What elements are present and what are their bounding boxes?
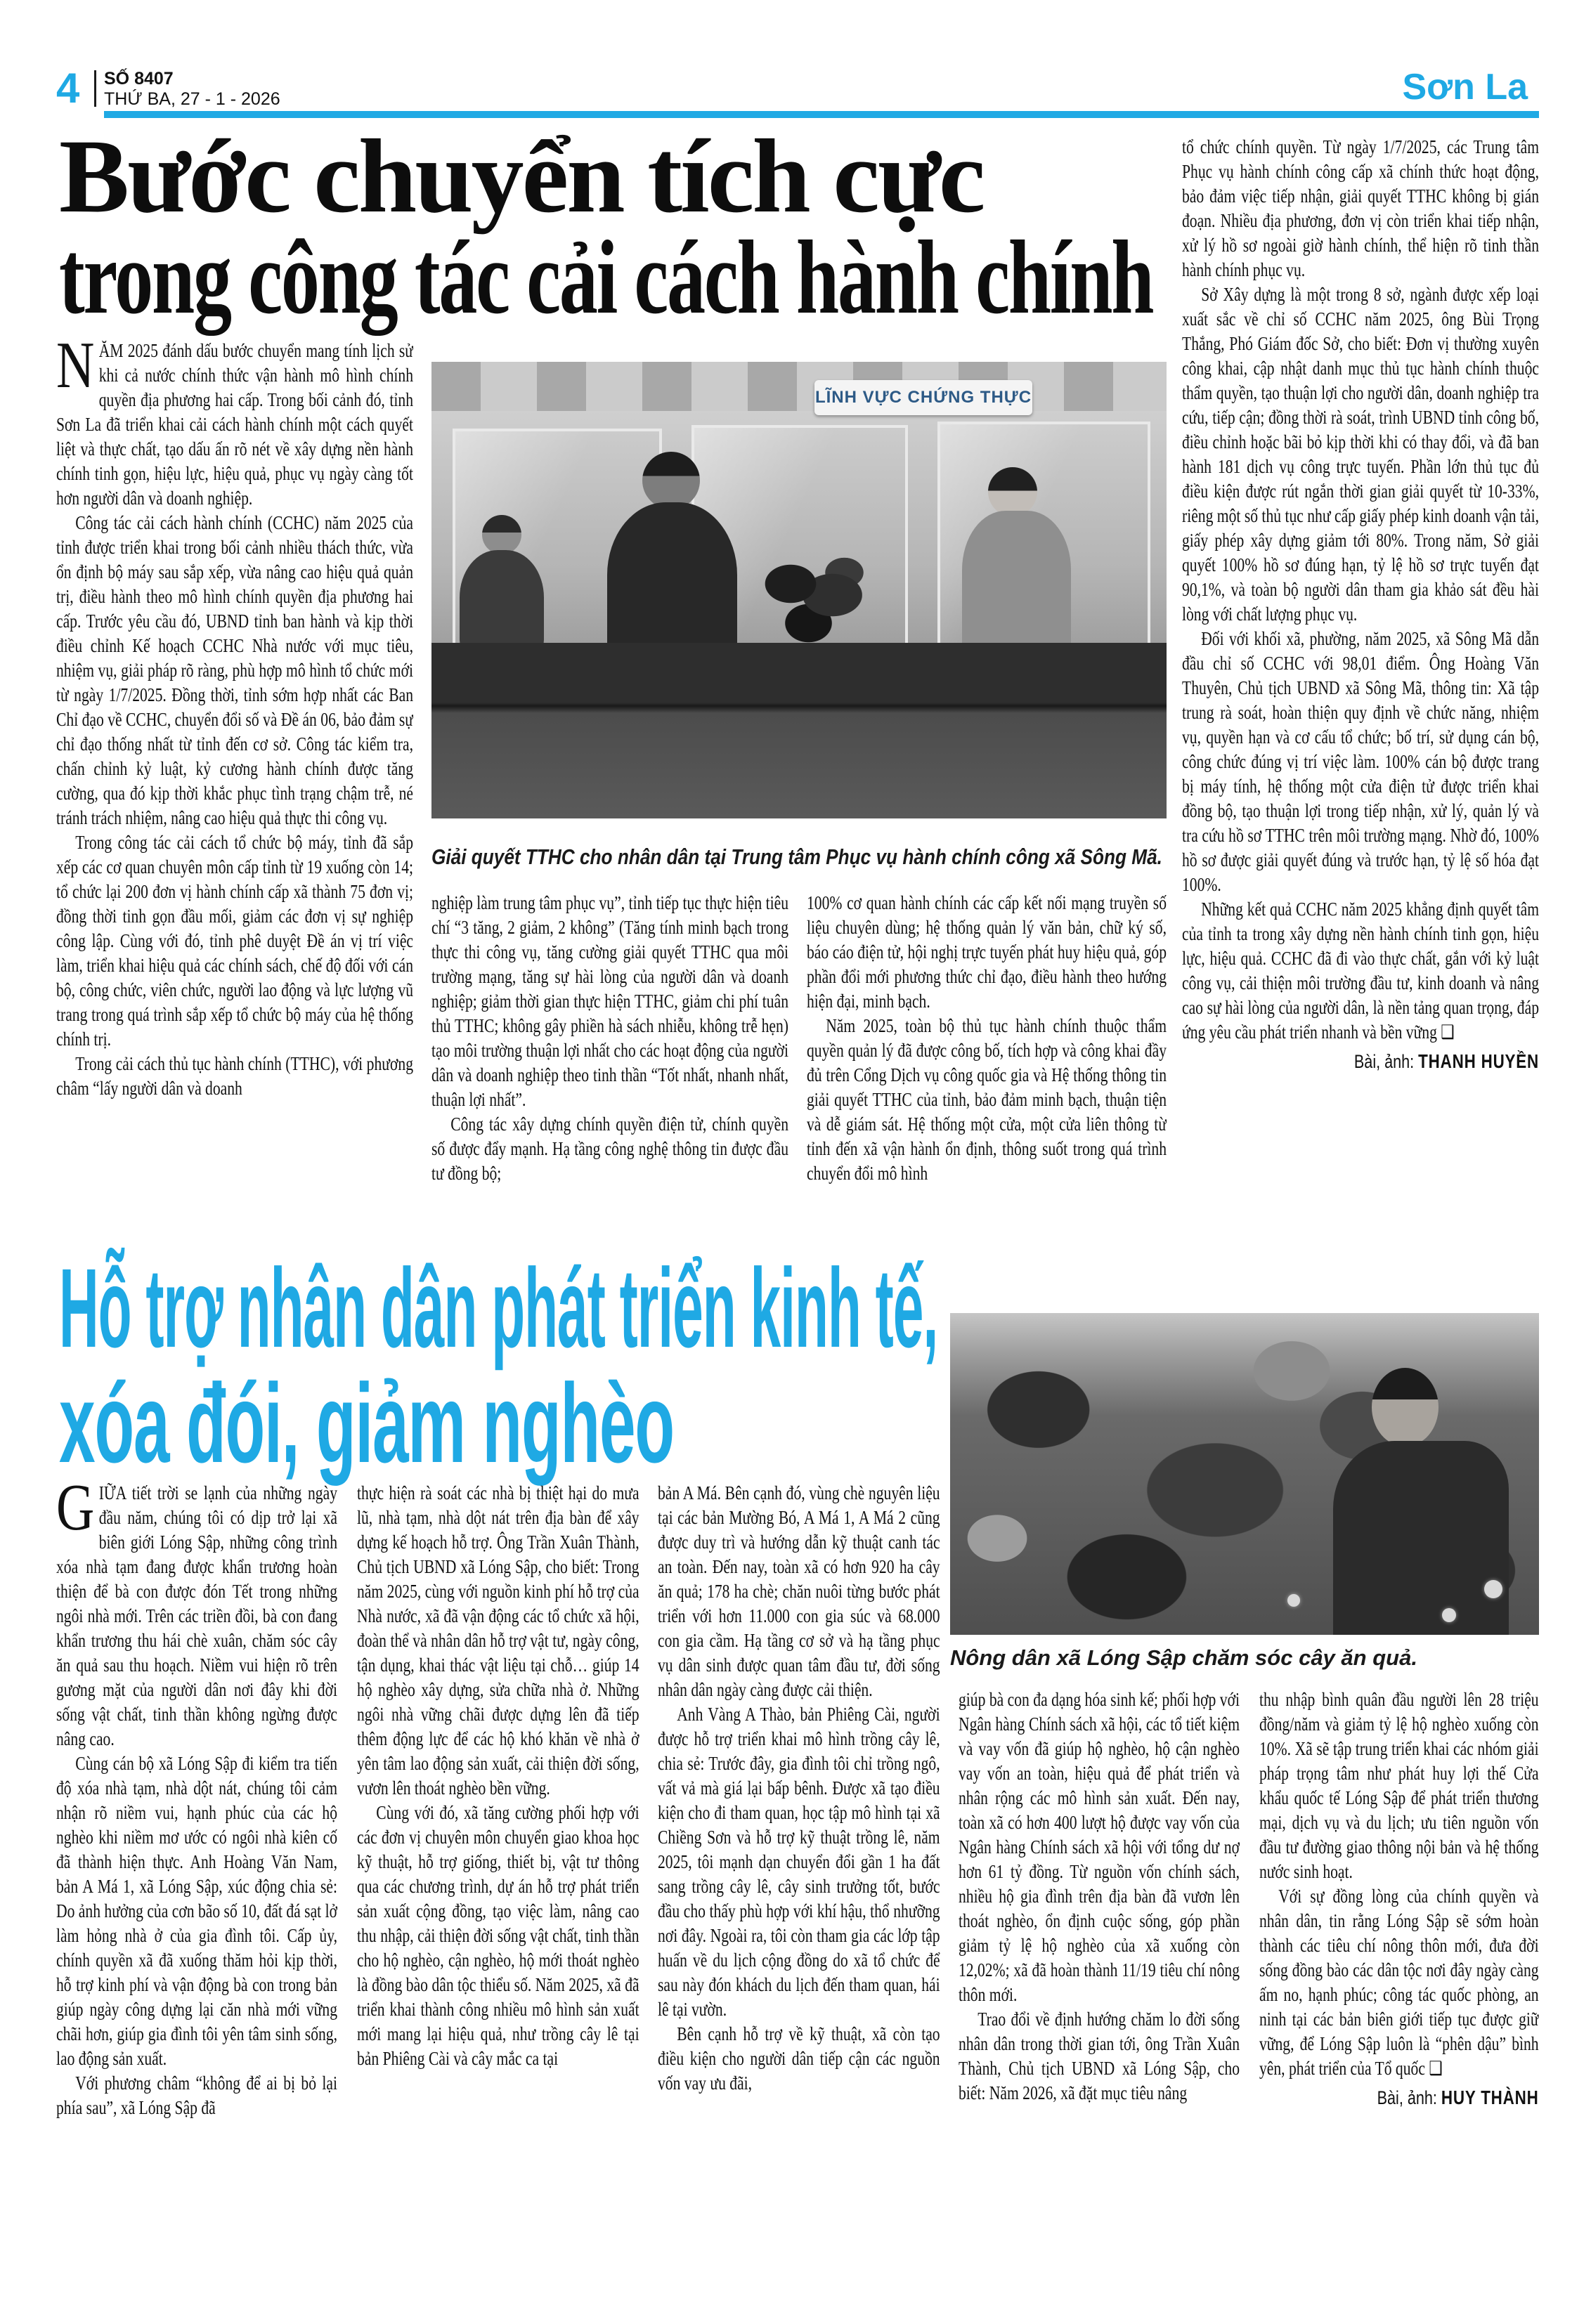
paragraph: bản A Má. Bên cạnh đó, vùng chè nguyên liệu tại các bản Mường Bó, A Má 1, A Má 2 cũng được duy trì và hướng dẫn kỹ thuật canh tác an toàn. Đến nay, toàn xã có hơn 920 ha cây ăn quả; 178 ha chè; chăn nuôi từng bước phát triển với hơn 11.000 con gia súc và 68.000 con gia cầm. Hạ tầng cơ sở và hạ tầng phục vụ dân sinh được quan tâm đầu tư, đời sống nhân dân ngày càng được cải thiện. — [658, 1482, 940, 1700]
paragraph: Công tác cải cách hành chính (CCHC) năm 2025 của tỉnh được triển khai trong bối cảnh nhiều thách thức, vừa ổn định bộ máy sau sắp xếp, vừa nâng cao hiệu quả quản trị, điều hành theo mô hình chính quyền địa phương hai cấp. Trước yêu cầu đó, UBND tỉnh ban hành và kịp thời điều chỉnh Kế hoạch CCHC Nhà nước với mục tiêu, nhiệm vụ, giải pháp rõ ràng, phù hợp mô hình tổ chức mới từ ngày 1/7/2025. Đồng thời, tỉnh sớm hợp nhất các Ban Chỉ đạo về CCHC, chuyển đổi số và Đề án 06, bảo đảm sự chỉ đạo thống nhất từ tỉnh đến cơ sở. Công tác kiểm tra, chấn chỉnh kỷ luật, kỷ cương hành chính được tăng cường, qua đó kịp thời khắc phục tình trạng chậm trễ, né tránh trách nhiệm, nâng cao hiệu quả thực thi công vụ. — [56, 512, 413, 828]
photo1-counter — [431, 643, 1167, 818]
article2-column-2 — [357, 1481, 639, 2240]
plant-decor — [755, 544, 874, 657]
article2-column-5 — [1259, 1687, 1539, 2243]
paragraph: Công tác xây dựng chính quyền điện tử, chính quyền số được đẩy mạnh. Hạ tầng công nghệ thông tin được đầu tư đồng bộ; — [431, 1114, 788, 1184]
paragraph: Trong công tác cải cách tổ chức bộ máy, tỉnh đã sắp xếp các cơ quan chuyên môn cấp tỉnh từ 19 xuống còn 14; tổ chức lại 200 đơn vị hành chính cấp xã thành 75 đơn vị; đồng thời tinh gọn đầu mối, giảm các đơn vị sự nghiệp công lập. Cùng với đó, tỉnh phê duyệt Đề án vị trí việc làm, triển khai hiệu quả các chính sách, chế độ đối với cán bộ, công chức, viên chức, người lao động và lực lượng vũ trang trong quá trình sắp xếp tổ chức bộ máy của hệ thống chính trị. — [56, 832, 413, 1050]
paragraph: Với sự đồng lòng của chính quyền và nhân dân, tin rằng Lóng Sập sẽ sớm hoàn thành các tiêu chí nông thôn mới, đưa đời sống đồng bào các dân tộc nơi đây ngày càng ấm no, hạnh phúc; công tác quốc phòng, an ninh tại các bản biên giới tiếp tục được giữ vững, để Lóng Sập luôn là “phên dậu” bình yên, phát triển của Tổ quốc ❑ — [1259, 1886, 1539, 2079]
photo-service-center — [431, 362, 1167, 818]
paragraph: 100% cơ quan hành chính các cấp kết nối mạng truyền số liệu chuyên dùng; hệ thống quản lý văn bản, chữ ký số, báo cáo điện tử, hội nghị trực tuyến phát huy hiệu quả, góp phần đổi mới phương thức chỉ đạo, điều hành theo hướng hiện đại, minh bạch. — [807, 892, 1167, 1012]
article1-column-2 — [431, 891, 788, 1242]
paragraph: Những kết quả CCHC năm 2025 khẳng định quyết tâm của tỉnh ta trong xây dựng nền hành chính tinh gọn, hiệu lực, hiệu quả. CCHC đã đi vào thực chất, gắn với kỷ luật công vụ, cải thiện môi trường đầu tư, kinh doanh và nâng cao sự hài lòng của người dân, là nền tảng quan trọng, đáp ứng yêu cầu phát triển nhanh và bền vững ❑ — [1182, 899, 1539, 1043]
article2-column-4 — [959, 1687, 1240, 2243]
byline-prefix: Bài, ảnh: — [1377, 2087, 1437, 2108]
paragraph: thực hiện rà soát các nhà bị thiệt hại do mưa lũ, nhà tạm, nhà dột nát trên địa bàn để xây dựng kế hoạch hỗ trợ. Ông Trần Xuân Thành, Chủ tịch UBND xã Lóng Sập, cho biết: Trong năm 2025, cùng với nguồn kinh phí hỗ trợ của Nhà nước, xã đã vận động các tổ chức xã hội, đoàn thể và nhân dân hỗ trợ vật tư, ngày công, tận dụng, khai thác vật liệu tại chỗ… giúp 14 hộ nghèo xây dựng, sửa chữa nhà ở. Những ngôi nhà vững chãi được dựng lên đã tiếp thêm động lực để các hộ khó khăn về nhà ở yên tâm lao động sản xuất, cải thiện đời sống, vươn lên thoát nghèo bền vững. — [357, 1482, 639, 1799]
farmer-head — [1372, 1368, 1439, 1447]
paragraph: Cùng cán bộ xã Lóng Sập đi kiểm tra tiến độ xóa nhà tạm, nhà dột nát, chúng tôi cảm nhận rõ niềm vui, hạnh phúc của các hộ nghèo khi niềm mơ ước có ngôi nhà kiên cố đã thành hiện thực. Anh Hoàng Văn Nam, bản A Má 1, xã Lóng Sập, xúc động chia sẻ: Do ảnh hưởng của cơn bão số 10, đất đá sạt lở làm hỏng nhà ở của gia đình tôi. Cấp ủy, chính quyền xã đã xuống thăm hỏi kịp thời, hỗ trợ kinh phí và vận động bà con trong bản giúp ngày công dựng lại căn nhà mới vững chãi hơn, giúp gia đình tôi yên tâm sinh sống, lao động sản xuất. — [56, 1753, 337, 2069]
issue-date: THỨ BA, 27 - 1 - 2026 — [104, 89, 280, 109]
fruit-dot — [1442, 1608, 1456, 1622]
header-rule — [104, 111, 1539, 118]
person-silhouette — [460, 550, 544, 655]
paragraph: Sở Xây dựng là một trong 8 sở, ngành được xếp loại xuất sắc về chỉ số CCHC năm 2025, ông Bùi Trọng Thắng, Phó Giám đốc Sở, cho biết: Đơn vị thường xuyên công khai, cập nhật danh mục thủ tục hành chính thuộc thẩm quyền, tạo thuận lợi cho người dân, doanh nghiệp tra cứu, tiếp cận; đồng thời rà soát, trình UBND tỉnh công bố, điều chỉnh hoặc bãi bỏ kịp thời khi có thay đổi, và đã ban hành 181 dịch vụ công trực tuyến. Phần lớn thủ tục đủ điều kiện được rút ngắn thời gian giải quyết từ 10-33%, riêng một số thủ tục như cấp giấy phép kinh doanh vận tải, giấy phép xây dựng giảm tới 80%. Trong năm, Sở giải quyết 100% hồ sơ đúng hạn, tỷ lệ hồ sơ trực tuyến đạt 90,1%, và toàn bộ người dân tham gia khảo sát đều hài lòng với chất lượng phục vụ. — [1182, 284, 1539, 625]
paragraph: giúp bà con đa dạng hóa sinh kế; phối hợp với Ngân hàng Chính sách xã hội, các tổ tiết kiệm và vay vốn đã giúp hộ nghèo, hộ cận nghèo vay vốn an toàn, hiệu quả để phát triển và nhân rộng các mô hình sản xuất. Đến nay, toàn xã có hơn 400 lượt hộ được vay vốn của Ngân hàng Chính sách xã hội với tổng dư nợ hơn 61 tỷ đồng. Từ nguồn vốn chính sách, nhiều hộ gia đình trên địa bàn đã vươn lên thoát nghèo, ổn định cuộc sống, góp phần giảm tỷ lệ hộ nghèo của xã xuống còn 12,02%; xã đã hoàn thành 11/19 tiêu chí nông thôn mới. — [959, 1689, 1240, 2005]
paragraph: Trong cải cách thủ tục hành chính (TTHC), với phương châm “lấy người dân và doanh — [56, 1053, 413, 1099]
article1-column-4 — [1182, 135, 1539, 1287]
person-silhouette-head — [482, 515, 521, 554]
article2-column-3 — [658, 1481, 940, 2240]
paragraph: Cùng với đó, xã tăng cường phối hợp với các đơn vị chuyên môn chuyển giao khoa học kỹ thuật, hỗ trợ giống, thiết bị, vật tư thông qua các chương trình, dự án hỗ trợ phát triển sản xuất cộng đồng, tạo việc làm, nâng cao thu nhập, cải thiện đời sống vật chất, tinh thần cho hộ nghèo, cận nghèo, hộ mới thoát nghèo là đồng bào dân tộc thiểu số. Năm 2025, xã đã triển khai thành công nhiều mô hình sản xuất mới mang lại hiệu quả, như trồng cây lê tại bản Phiêng Cài và cây mắc ca tại — [357, 1802, 639, 2069]
photo1-caption: Giải quyết TTHC cho nhân dân tại Trung tâm Phục vụ hành chính công xã Sông Mã. — [431, 844, 1162, 869]
paragraph: tổ chức chính quyền. Từ ngày 1/7/2025, các Trung tâm Phục vụ hành chính công cấp xã chính thức hoạt động, bảo đảm việc tiếp nhận, giải quyết TTHC không bị gián đoạn. Nhiều địa phương, đơn vị còn triển khai tiếp nhận, xử lý hồ sơ ngoài giờ hành chính, thể hiện rõ tinh thần hành chính phục vụ. — [1182, 136, 1539, 280]
header-divider — [94, 70, 96, 107]
article1-headline-line1: Bước chuyển tích cực — [59, 118, 984, 235]
paragraph: Với phương châm “không để ai bị bỏ lại phía sau”, xã Lóng Sập đã — [56, 2072, 337, 2118]
article2-byline — [1259, 2087, 1539, 2109]
article1-column-1 — [56, 339, 413, 1245]
byline-author: HUY THÀNH — [1441, 2087, 1539, 2108]
fruit-dot — [1484, 1580, 1502, 1598]
paragraph: Đối với khối xã, phường, năm 2025, xã Sông Mã dẫn đầu chỉ số CCHC với 98,01 điểm. Ông Hoàng Văn Thuyên, Chủ tịch UBND xã Sông Mã, thông tin: Xã tập trung rà soát, hoàn thiện quy định về chức năng, nhiệm vụ, quyền hạn và cơ cấu tổ chức; bố trí, sử dụng cán bộ, công chức đúng vị trí việc làm. 100% cán bộ được trang bị máy tính, hệ thống một cửa điện tử được triển khai đồng bộ, tạo thuận lợi trong tiếp nhận, xử lý, quản lý và tra cứu hồ sơ TTHC trên môi trường mạng. Nhờ đó, 100% hồ sơ được giải quyết đúng và trước hạn, tỷ lệ số hóa đạt 100%. — [1182, 628, 1539, 895]
issue-number: SỐ 8407 — [104, 69, 174, 89]
article2-headline-line2: xóa đói, giảm nghèo — [59, 1360, 674, 1486]
paragraph: Anh Vàng A Thào, bản Phiêng Cài, người được hỗ trợ triển khai mô hình trồng cây lê, chia sẻ: Trước đây, gia đình tôi chỉ trồng ngô, vất vả mà giá lại bấp bênh. Được xã tạo điều kiện cho đi tham quan, học tập mô hình tại xã Chiềng Sơn và hỗ trợ kỹ thuật trồng lê, năm 2025, tôi mạnh dạn chuyển đổi gần 1 ha đất sang trồng cây lê, cây sinh trưởng tốt, bước đầu cho thấy phù hợp với khí hậu, thổ nhưỡng nơi đây. Ngoài ra, tôi còn tham gia các lớp tập huấn về du lịch cộng đồng do xã tổ chức để sau này đón khách du lịch đến tham quan, hái lê tại vườn. — [658, 1704, 940, 2020]
fruit-dot — [1287, 1594, 1300, 1607]
masthead: Sơn La — [1402, 67, 1528, 107]
farmer-body — [1333, 1441, 1509, 1635]
byline-author: THANH HUYỀN — [1418, 1050, 1539, 1072]
article2-column-1 — [56, 1481, 337, 2240]
paragraph: nghiệp làm trung tâm phục vụ”, tỉnh tiếp tục thực hiện tiêu chí “3 tăng, 2 giảm, 2 không” (Tăng tính minh bạch trong thực thi công vụ, tăng cường giải quyết TTHC qua môi trường mạng, tăng sự hài lòng của người dân và doanh nghiệp; giảm thời gian thực hiện TTHC, giảm chi phí tuân thủ TTHC; không gây phiền hà sách nhiễu, không trễ hẹn) tạo môi trường thuận lợi nhất cho các hoạt động của người dân và doanh nghiệp theo tinh thần “Tốt nhất, nhanh nhất, thuận lợi nhất”. — [431, 892, 788, 1110]
photo2-caption: Nông dân xã Lóng Sập chăm sóc cây ăn quả. — [950, 1645, 1417, 1670]
photo-farmer-orchard — [950, 1313, 1539, 1635]
dropcap: G — [56, 1481, 95, 1544]
paragraph: thu nhập bình quân đầu người lên 28 triệu đồng/năm và giảm tỷ lệ hộ nghèo xuống còn 10%. Xã sẽ tập trung triển khai các nhóm giải pháp trọng tâm như phát huy lợi thế Cửa khẩu quốc tế Lóng Sập để phát triển thương mại, dịch vụ và du lịch; ưu tiên nguồn vốn đầu tư đường giao thông nội bản và hệ thống nước sinh hoạt. — [1259, 1689, 1539, 1882]
person-silhouette-head — [988, 467, 1037, 516]
paragraph: GIỮA tiết trời se lạnh của những ngày đầu năm, chúng tôi có dịp trở lại xã biên giới Lóng Sập, những công trình xóa nhà tạm đang được khẩn trương hoàn thiện để bà con được đón Tết trong những ngôi nhà mới. Trên các triền đồi, bà con đang khẩn trương thu hái chè xuân, chăm sóc cây ăn quả sau thu hoạch. Niềm vui hiện rõ trên gương mặt của người dân nơi đây khi đời sống vật chất, tinh thần không ngừng được nâng cao. — [56, 1481, 337, 1749]
issue-block — [104, 69, 280, 110]
dropcap: N — [56, 339, 95, 402]
paragraph: NĂM 2025 đánh dấu bước chuyển mang tính lịch sử khi cả nước chính thức vận hành mô hình chính quyền địa phương hai cấp. Trong bối cảnh đó, tỉnh Sơn La đã triển khai cải cách hành chính một cách quyết liệt và thực chất, tạo dấu ấn rõ nét về xây dựng nền hành chính tinh gọn, hiệu lực, hiệu quả, phục vụ ngày càng tốt hơn người dân và doanh nghiệp. — [56, 339, 413, 509]
person-silhouette — [607, 502, 737, 664]
photo1-sign: LĨNH VỰC CHỨNG THỰC — [814, 380, 1032, 415]
byline-prefix: Bài, ảnh: — [1353, 1051, 1415, 1072]
person-silhouette — [962, 511, 1071, 658]
paragraph: Trao đổi về định hướng chăm lo đời sống nhân dân trong thời gian tới, ông Trần Xuân Thành, Chủ tịch UBND xã Lóng Sập, cho biết: Năm 2026, xã đặt mục tiêu nâng — [959, 2009, 1240, 2103]
article1-byline — [1182, 1050, 1539, 1073]
page-number: 4 — [56, 65, 80, 112]
article1-column-3 — [807, 891, 1167, 1242]
paragraph: Năm 2025, toàn bộ thủ tục hành chính thuộc thẩm quyền quản lý đã được công bố, tích hợp và công khai đầy đủ trên Cổng Dịch vụ công quốc gia và Hệ thống thông tin giải quyết TTHC của tỉnh, bảo đảm minh bạch, thuận tiện và dễ giám sát. Hệ thống một cửa, một cửa liên thông từ tỉnh đến xã vận hành ổn định, thông suốt trong quá trình chuyển đổi mô hình — [807, 1015, 1167, 1184]
person-silhouette-head — [642, 452, 700, 509]
article2-headline-line1: Hỗ trợ nhân dân phát triển kinh tế, — [59, 1245, 938, 1371]
photo1-ceiling — [431, 362, 1167, 411]
paragraph: Bên cạnh hỗ trợ về kỹ thuật, xã còn tạo điều kiện cho người dân tiếp cận các nguồn vốn vay ưu đãi, — [658, 2023, 940, 2094]
article1-headline-line2: trong công tác cải cách hành chính — [59, 219, 1153, 336]
